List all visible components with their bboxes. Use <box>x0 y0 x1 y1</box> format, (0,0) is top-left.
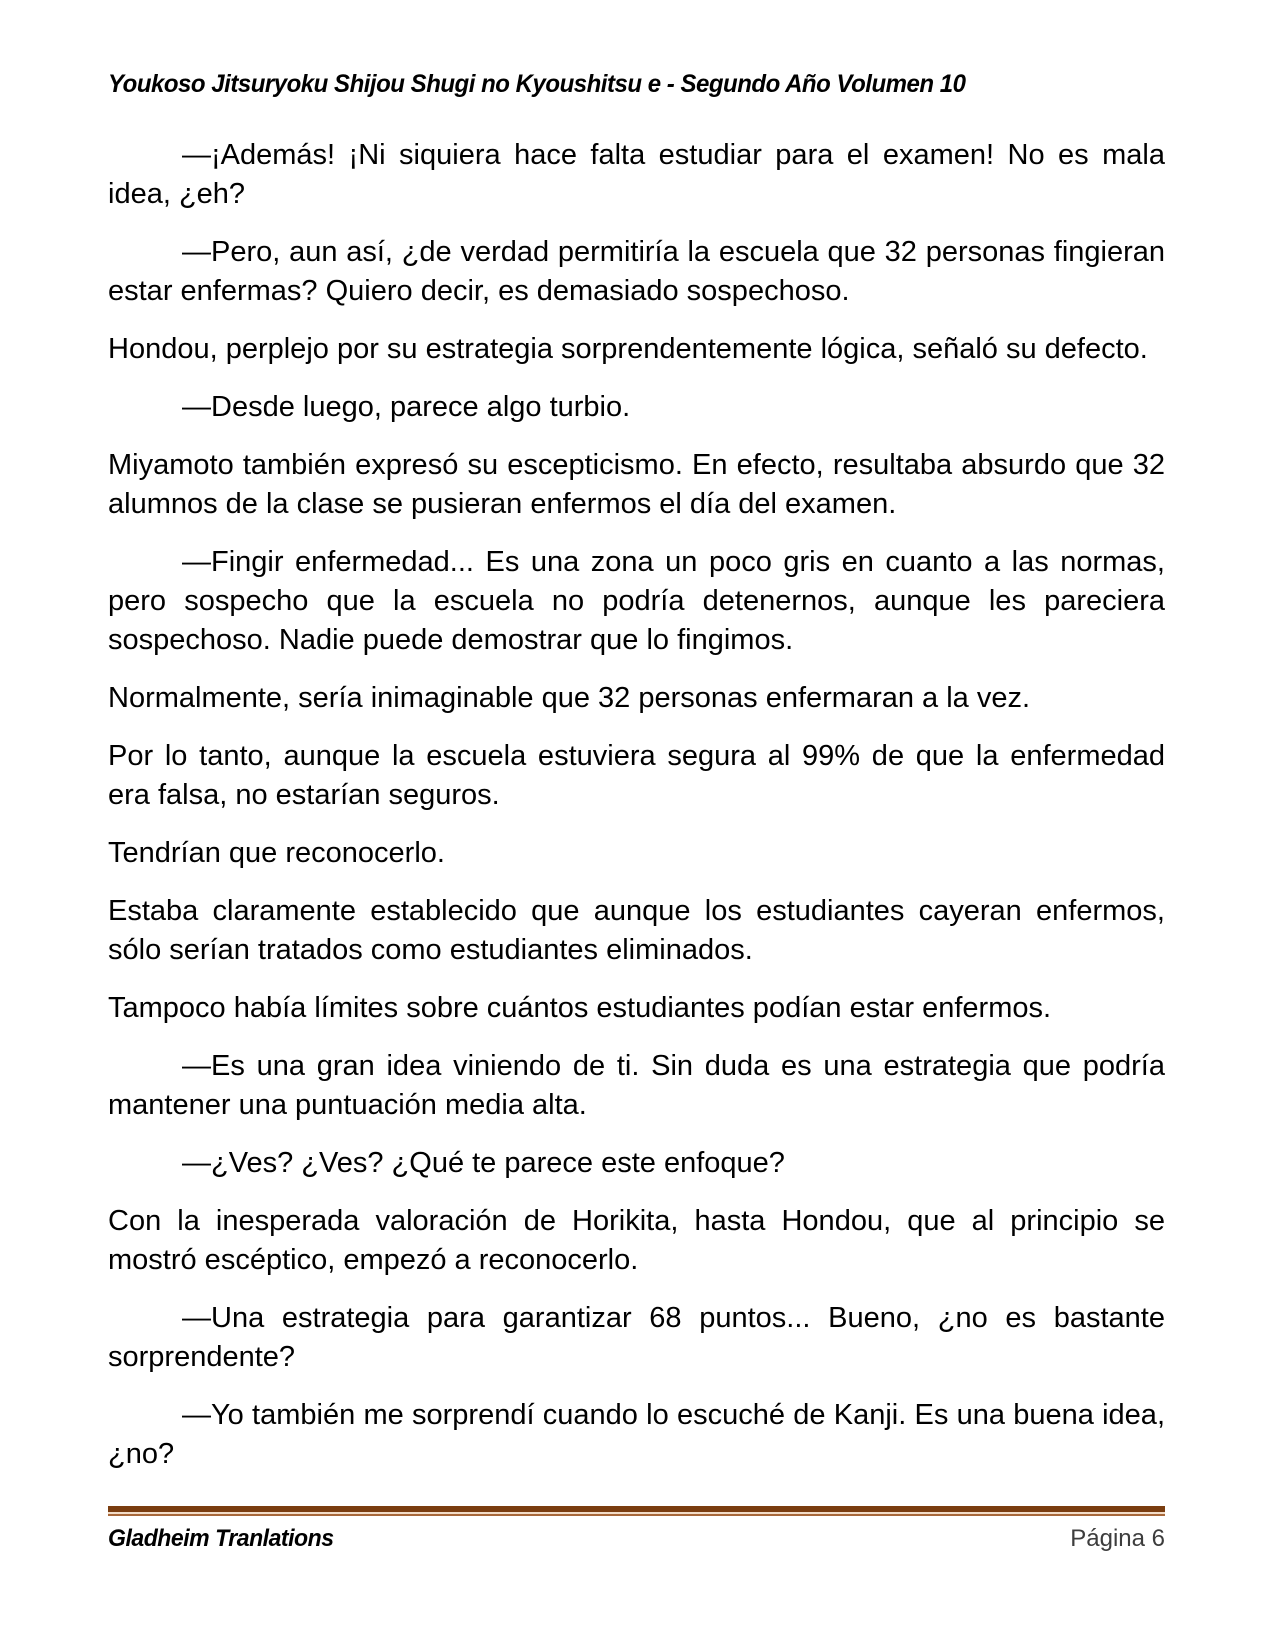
paragraph: —¿Ves? ¿Ves? ¿Qué te parece este enfoque? <box>182 1147 785 1179</box>
paragraph: Con la inesperada valoración de Horikita, hasta Hondou, que al principio se mostró escéptico, empezó a reconocerlo. <box>108 1205 1165 1276</box>
paragraph: Estaba claramente establecido que aunque los estudiantes cayeran enfermos, sólo serían tratados como estudiantes eliminados. <box>108 895 1165 966</box>
footer-divider-thin-line <box>108 1514 1165 1516</box>
paragraph: —Desde luego, parece algo turbio. <box>182 391 631 423</box>
paragraph: Miyamoto también expresó su escepticismo. En efecto, resultaba absurdo que 32 alumnos de la clase se pusieran enfermos el día del examen. <box>108 449 1165 520</box>
paragraph: —Es una gran idea viniendo de ti. Sin duda es una estrategia que podría mantener una puntuación media alta. <box>108 1050 1165 1121</box>
footer-row <box>108 1525 1165 1553</box>
page-title: Youkoso Jitsuryoku Shijou Shugi no Kyoushitsu e - Segundo Año Volumen 10 <box>108 70 966 98</box>
paragraph: Normalmente, sería inimaginable que 32 personas enfermaran a la vez. <box>108 682 1031 714</box>
paragraph: Tampoco había límites sobre cuántos estudiantes podían estar enfermos. <box>108 992 1052 1024</box>
paragraph: Tendrían que reconocerlo. <box>108 837 445 869</box>
paragraph: —Fingir enfermedad... Es una zona un poco gris en cuanto a las normas, pero sospecho que la escuela no podría detenernos, aunque les pareciera sospechoso. Nadie puede demostrar que lo fingimos. <box>108 546 1165 656</box>
translator-brand: Gladheim Tranlations <box>108 1525 334 1552</box>
page-footer <box>108 1506 1165 1553</box>
paragraph: —Pero, aun así, ¿de verdad permitiría la escuela que 32 personas fingieran estar enfermas? Quiero decir, es demasiado sospechoso. <box>108 236 1165 307</box>
page-header <box>108 70 1165 99</box>
paragraph: Hondou, perplejo por su estrategia sorprendentemente lógica, señaló su defecto. <box>108 333 1148 365</box>
footer-divider <box>108 1506 1165 1516</box>
paragraph: —Una estrategia para garantizar 68 puntos... Bueno, ¿no es bastante sorprendente? <box>108 1302 1165 1373</box>
paragraph: —Yo también me sorprendí cuando lo escuché de Kanji. Es una buena idea, ¿no? <box>108 1399 1165 1470</box>
paragraph: —¡Además! ¡Ni siquiera hace falta estudiar para el examen! No es mala idea, ¿eh? <box>108 139 1165 210</box>
body-text <box>108 136 1165 1493</box>
paragraph: Por lo tanto, aunque la escuela estuviera segura al 99% de que la enfermedad era falsa, no estarían seguros. <box>108 740 1165 811</box>
page-number: Página 6 <box>1070 1525 1165 1552</box>
